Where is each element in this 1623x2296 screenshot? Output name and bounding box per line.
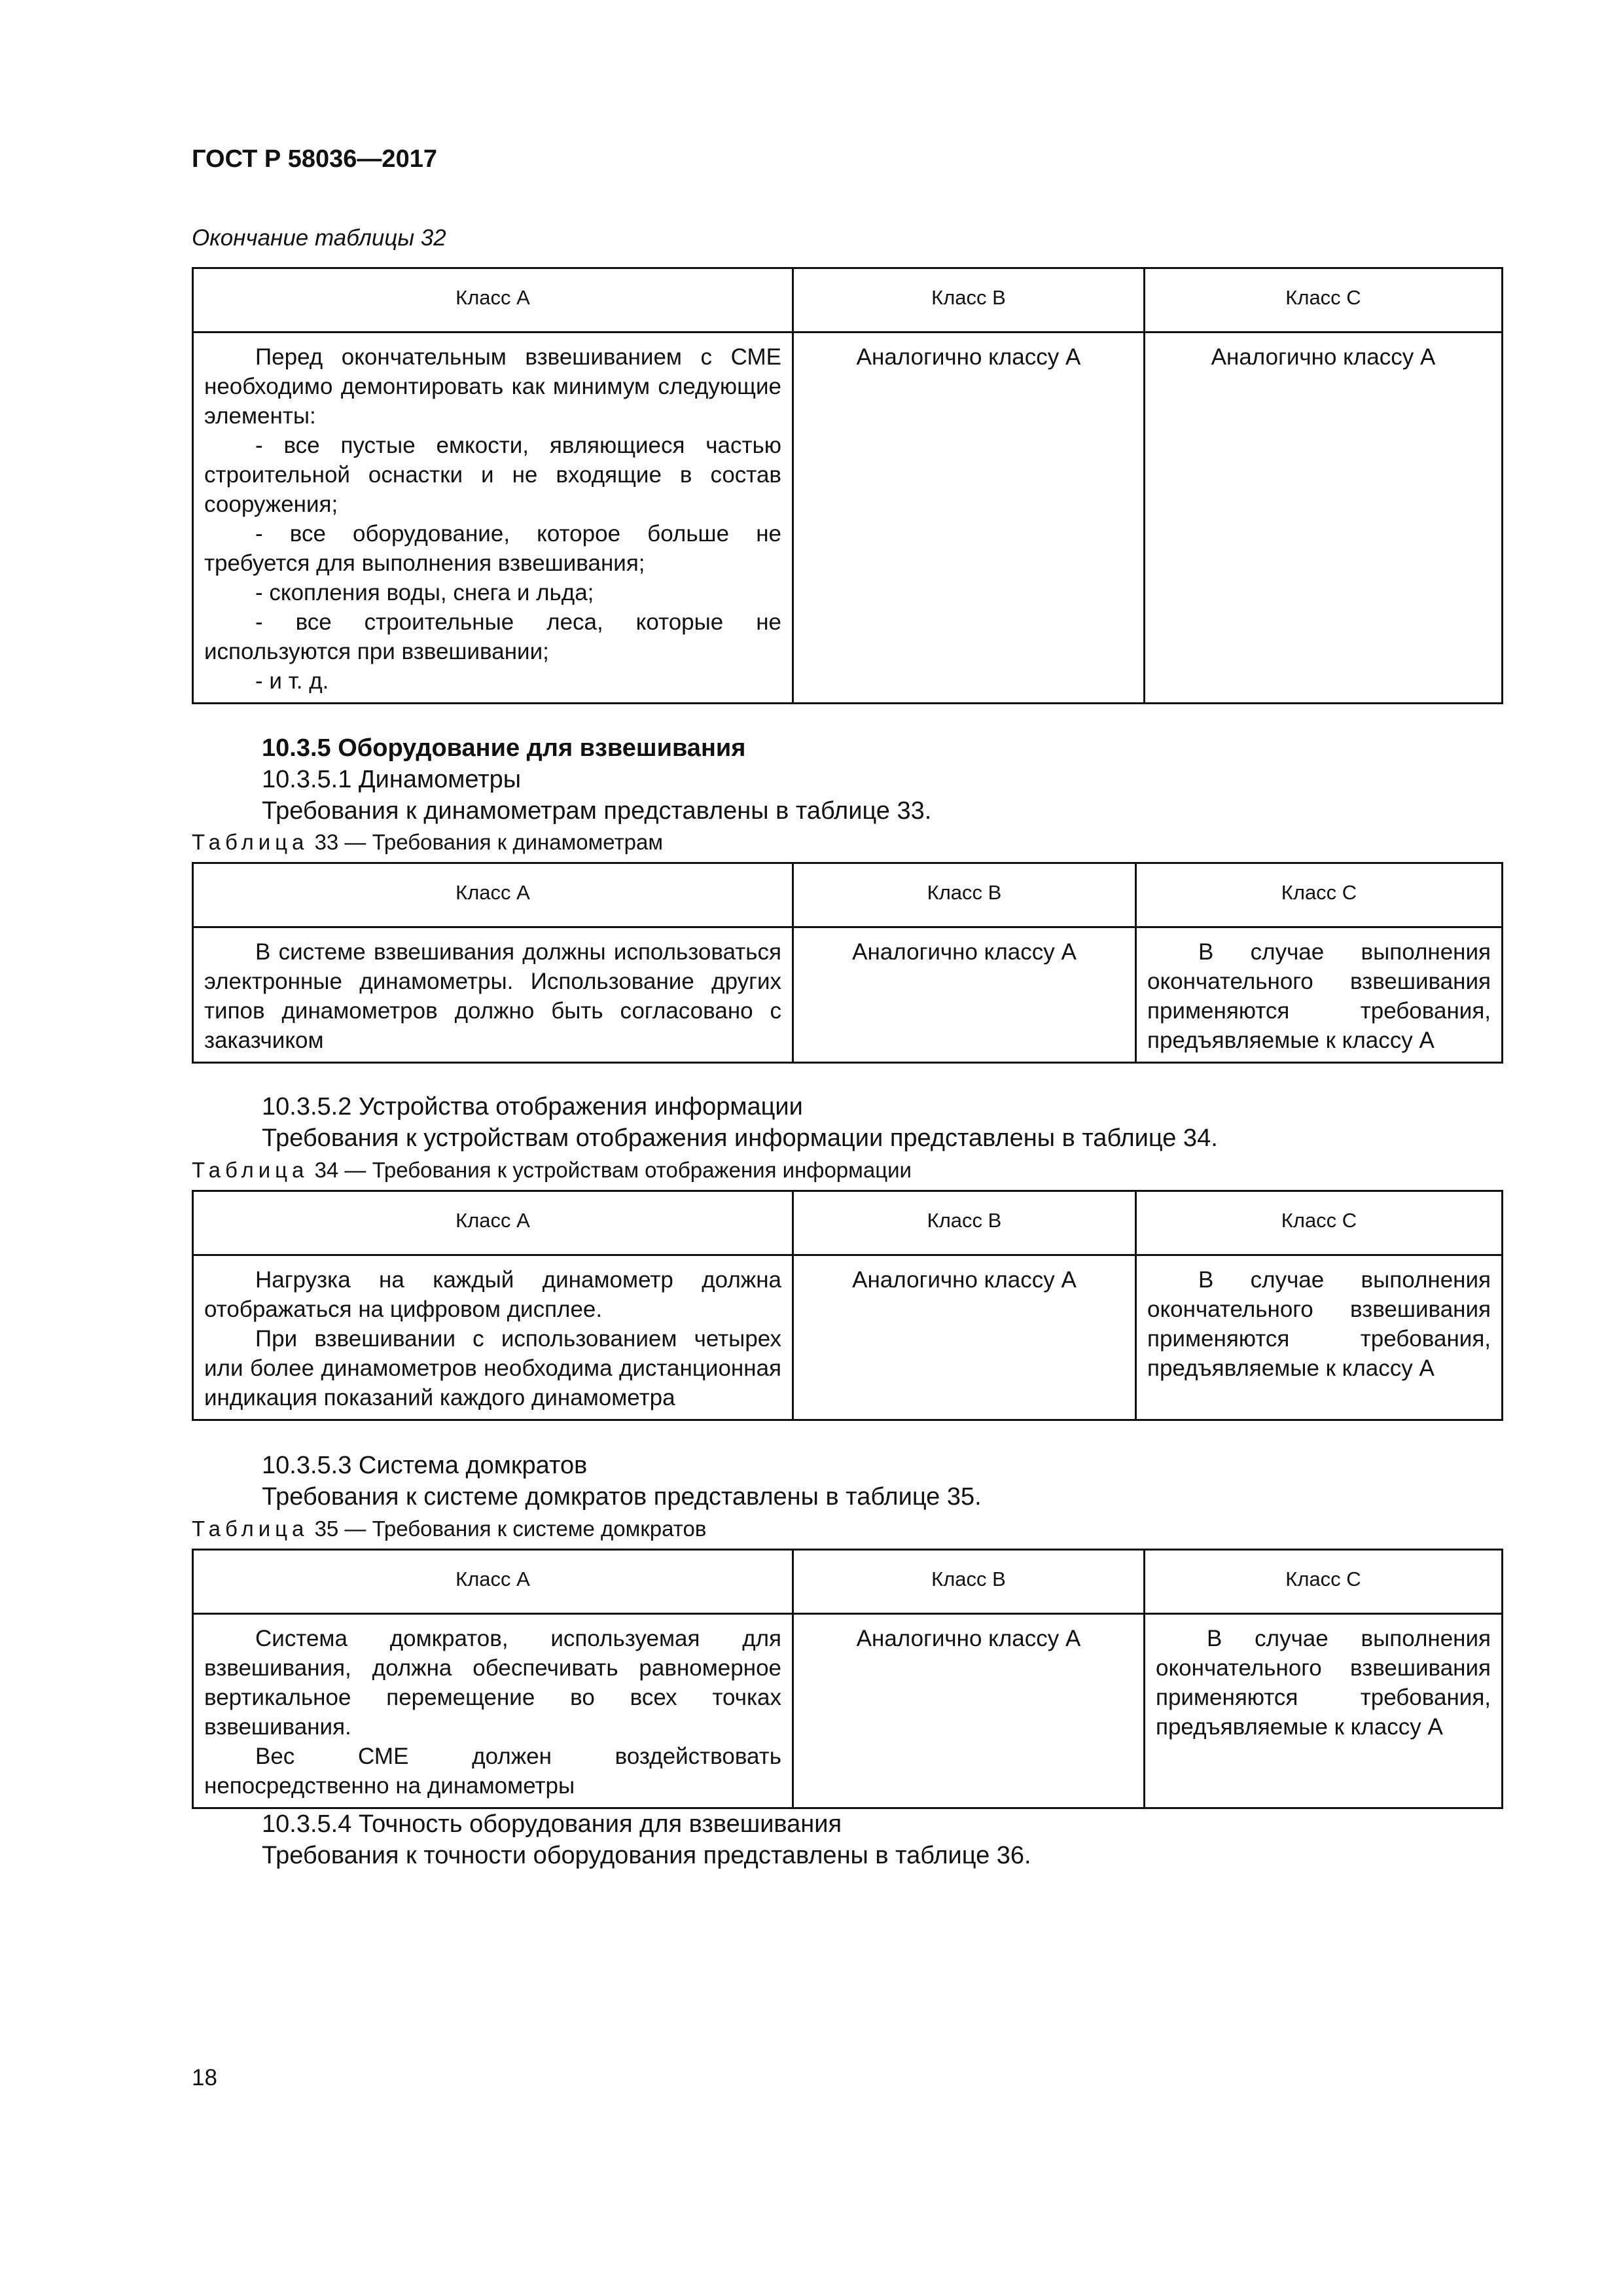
column-header-class-b: Класс В xyxy=(793,1191,1136,1249)
table-33-caption xyxy=(192,830,663,855)
table-34-caption xyxy=(192,1158,912,1183)
column-header-class-b: Класс В xyxy=(793,863,1136,921)
document-code: ГОСТ Р 58036—2017 xyxy=(192,145,437,173)
table-caption-title: 33 — Требования к динамометрам xyxy=(314,830,664,854)
class-c-text: В случае выполнения окончательного взвешивания применяются требования, предъявляемые к классу А xyxy=(1156,1625,1491,1740)
class-b-cell: Аналогично классу А xyxy=(793,332,1145,703)
paragraph-text: Требования к системе домкратов представлены в таблице 35. xyxy=(262,1483,982,1511)
table-33 xyxy=(192,862,1503,1064)
class-c-text: В случае выполнения окончательного взвешивания применяются требования, предъявляемые к классу А xyxy=(1147,939,1491,1053)
requirement-paragraph: - скопления воды, снега и льда; xyxy=(255,579,594,605)
class-a-cell xyxy=(193,332,793,703)
class-c-cell xyxy=(1145,1613,1503,1808)
table-caption-title: 35 — Требования к системе домкратов xyxy=(314,1516,707,1541)
subsection-heading-10-3-5-3: 10.3.5.3 Система домкратов xyxy=(262,1452,588,1479)
requirement-paragraph: - все оборудование, которое больше не требуется для выполнения взвешивания; xyxy=(204,520,781,576)
class-a-cell xyxy=(193,927,793,1062)
column-header-class-c: Класс С xyxy=(1136,1191,1503,1249)
requirement-paragraph: В системе взвешивания должны использоваться электронные динамометры. Использование других типов динамометров должно быть согласовано с заказчиком xyxy=(204,939,781,1053)
requirement-paragraph: Система домкратов, используемая для взвешивания, должна обеспечивать равномерное вертикальное перемещение во всех точках взвешивания. xyxy=(204,1625,781,1740)
class-a-cell xyxy=(193,1613,793,1808)
column-header-class-a: Класс А xyxy=(193,863,793,921)
subsection-heading-10-3-5-4: 10.3.5.4 Точность оборудования для взвешивания xyxy=(262,1810,842,1838)
class-b-cell: Аналогично классу А xyxy=(793,927,1136,1062)
column-header-class-c: Класс С xyxy=(1136,863,1503,921)
section-heading-10-3-5: 10.3.5 Оборудование для взвешивания xyxy=(262,734,746,762)
column-header-class-c: Класс С xyxy=(1145,1550,1503,1607)
table-32-continuation xyxy=(192,267,1503,704)
requirement-paragraph: - все строительные леса, которые не используются при взвешивании; xyxy=(204,609,781,664)
paragraph-text: Требования к устройствам отображения информации представлены в таблице 34. xyxy=(262,1124,1218,1152)
class-a-cell xyxy=(193,1255,793,1420)
column-header-class-c: Класс С xyxy=(1145,268,1503,326)
class-c-cell xyxy=(1136,1255,1503,1420)
requirement-paragraph: - все пустые емкости, являющиеся частью строительной оснастки и не входящие в состав сооружения; xyxy=(204,432,781,517)
column-header-class-a: Класс А xyxy=(193,1191,793,1249)
table-caption-prefix: Таблица xyxy=(192,1158,309,1182)
column-header-class-a: Класс А xyxy=(193,268,793,326)
subsection-heading-10-3-5-1: 10.3.5.1 Динамометры xyxy=(262,766,522,793)
requirement-paragraph: Перед окончательным взвешиванием с СМЕ необходимо демонтировать как минимум следующие элементы: xyxy=(204,344,781,429)
table-35-caption xyxy=(192,1516,706,1541)
table-caption-title: 34 — Требования к устройствам отображения информации xyxy=(314,1158,912,1182)
requirement-paragraph: Нагрузка на каждый динамометр должна отображаться на цифровом дисплее. xyxy=(204,1266,781,1322)
column-header-class-a: Класс А xyxy=(193,1550,793,1607)
class-b-cell: Аналогично классу А xyxy=(793,1255,1136,1420)
table-35 xyxy=(192,1549,1503,1809)
subsection-heading-10-3-5-2: 10.3.5.2 Устройства отображения информации xyxy=(262,1093,803,1121)
paragraph-text: Требования к точности оборудования представлены в таблице 36. xyxy=(262,1842,1031,1869)
table-34 xyxy=(192,1190,1503,1421)
table-caption-prefix: Таблица xyxy=(192,830,309,854)
column-header-class-b: Класс В xyxy=(793,1550,1145,1607)
requirement-paragraph: Вес СМЕ должен воздействовать непосредственно на динамометры xyxy=(204,1743,781,1799)
table-caption-prefix: Таблица xyxy=(192,1516,309,1541)
requirement-paragraph: - и т. д. xyxy=(255,668,329,694)
class-c-text: В случае выполнения окончательного взвешивания применяются требования, предъявляемые к классу А xyxy=(1147,1266,1491,1381)
class-b-cell: Аналогично классу А xyxy=(793,1613,1145,1808)
requirement-paragraph: При взвешивании с использованием четырех или более динамометров необходима дистанционная индикация показаний каждого динамометра xyxy=(204,1325,781,1410)
table-32-continuation-caption: Окончание таблицы 32 xyxy=(192,225,446,251)
paragraph-text: Требования к динамометрам представлены в таблице 33. xyxy=(262,797,932,825)
column-header-class-b: Класс В xyxy=(793,268,1145,326)
page-number: 18 xyxy=(192,2065,217,2090)
class-c-cell xyxy=(1136,927,1503,1062)
class-c-cell: Аналогично классу А xyxy=(1145,332,1503,703)
